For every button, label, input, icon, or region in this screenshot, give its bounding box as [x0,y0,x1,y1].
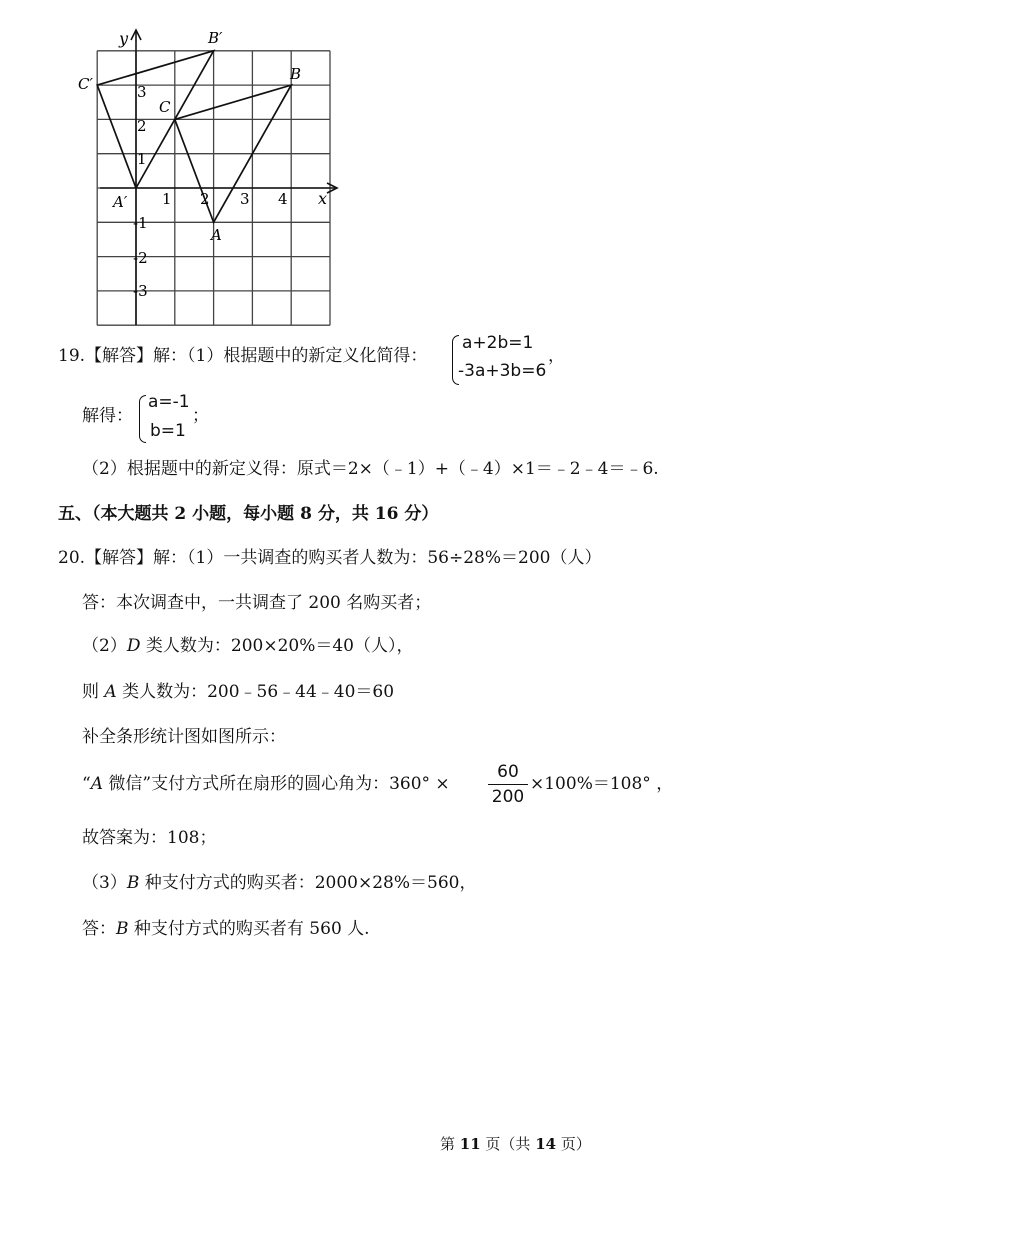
q19-line1: 19.【解答】解：（1）根据题中的新定义化简得： [58,346,428,366]
q20-line2: 答：本次调查中，一共调查了 200 名购买者； [82,593,432,613]
q19-system2-eq1: a=-1 [148,392,190,412]
q20-line8: （3）B 种支付方式的购买者：2000×28%＝560， [82,873,477,893]
q20-line6b: ×100%＝108° ， [530,774,674,794]
y-tick-neg2: -2 [133,249,148,267]
x-tick-1: 1 [162,190,172,208]
x-axis-label: x [318,189,328,208]
y-tick-2: 2 [137,117,147,135]
q20-fraction [488,762,528,807]
x-tick-2: 2 [200,190,210,208]
fraction-denominator: 200 [491,787,525,807]
y-tick-3: 3 [137,83,147,101]
q19-system1-eq1: a+2b=1 [462,333,534,353]
q20-line4: 则 A 类人数为：200﹣56﹣44﹣40＝60 [82,682,395,702]
coordinate-graph [60,20,360,340]
y-tick-neg3: -3 [133,282,148,300]
q20-line3: （2）D 类人数为：200×20%＝40（人）， [82,636,414,656]
q19-line2: 解得： [82,406,133,426]
page-footer: 第 11 页（共 14 页） [440,1135,591,1153]
x-tick-4: 4 [278,190,288,208]
y-tick-neg1: -1 [133,214,148,232]
q19-system1-tail: ， [548,346,565,366]
y-axis-label: y [119,29,129,48]
q20-line9: 答：B 种支付方式的购买者有 560 人. [82,919,370,939]
label-a-prime: A′ [113,193,128,211]
q20-line7: 故答案为：108； [82,828,217,848]
q19-line3: （2）根据题中的新定义得：原式＝2×（﹣1）+（﹣4）×1＝﹣2﹣4＝﹣6. [82,459,659,479]
q20-line5: 补全条形统计图如图所示： [82,727,286,747]
label-b-prime: B′ [208,29,223,47]
label-c: C [159,98,171,116]
q19-system2-tail: ； [192,406,209,426]
y-tick-1: 1 [137,150,147,168]
q19-system2-brace [139,395,146,443]
q19-system2-eq2: b=1 [150,421,186,441]
label-a: A [211,226,222,244]
label-c-prime: C′ [78,75,93,93]
x-tick-3: 3 [240,190,250,208]
q20-line1: 20.【解答】解：（1）一共调查的购买者人数为：56÷28%＝200（人） [58,548,602,568]
section-heading: 五、（本大题共 2 小题，每小题 8 分，共 16 分） [58,504,439,524]
label-b: B [290,65,302,83]
q19-system1-eq2: -3a+3b=6 [458,361,547,381]
q20-line6a: “A 微信”支付方式所在扇形的圆心角为：360° × [82,774,450,794]
fraction-numerator: 60 [497,762,519,782]
